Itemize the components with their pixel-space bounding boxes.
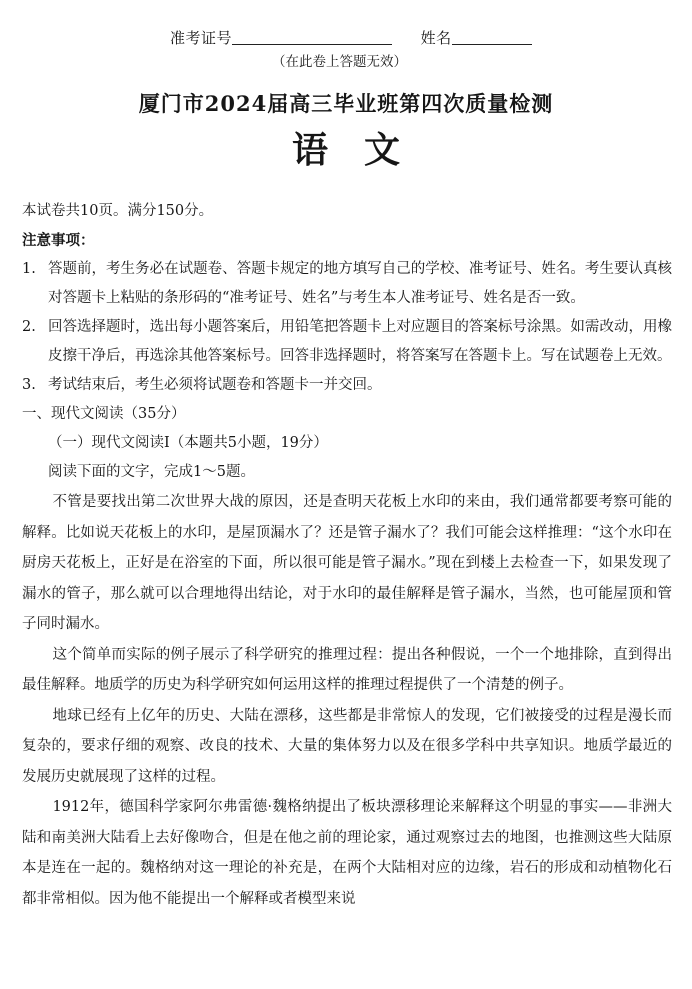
- candidate-info-line: [170, 27, 532, 48]
- notice-text: 回答选择题时，选出每小题答案后，用铅笔把答题卡上对应题目的答案标号涂黑。如需改动，用橡皮擦干净后，再选涂其他答案标号。回答非选择题时，将答案写在答题卡上。写在试题卷上无效。: [48, 319, 672, 364]
- name-blank: [452, 30, 532, 45]
- exam-id-label: 准考证号: [170, 29, 233, 47]
- subject-title: 语 文: [291, 129, 400, 171]
- notice-number: 3.: [22, 377, 36, 393]
- passage-paragraph: 1912年，德国科学家阿尔弗雷德·魏格纳提出了板块漂移理论来解释这个明显的事实——非洲大陆和南美洲大陆看上去好像吻合，但是在他之前的理论家，通过观察过去的地图，也推测这些大陆原本是连在一起的。魏格纳对这一理论的补充是，在两个大陆相对应的边缘，岩石的形成和动植物化石都非常相似。因为他不能提出一个解释或者模型来说: [22, 799, 672, 907]
- section-title: 一、现代文阅读（35分）: [22, 406, 186, 422]
- exam-title: 厦门市2024届高三毕业班第四次质量检测: [138, 91, 554, 116]
- reading-passage: [22, 487, 672, 914]
- subsection-title: （一）现代文阅读Ⅰ（本题共5小题，19分）: [48, 435, 328, 451]
- passage-paragraph: 不管是要找出第二次世界大战的原因，还是查明天花板上水印的来由，我们通常都要考察可能的解释。比如说天花板上的水印，是屋顶漏水了？还是管子漏水了？我们可能会这样推理：“这个水印在厨房天花板上，正好是在浴室的下面，所以很可能是管子漏水。”现在到楼上去检查一下，如果发现了漏水的管子，那么就可以合理地得出结论，对于水印的最佳解释是管子漏水，当然，也可能屋顶和管子同时漏水。: [22, 494, 672, 632]
- exam-id-blank: [232, 30, 392, 45]
- notice-text: 考试结束后，考生必须将试题卷和答题卡一并交回。: [48, 377, 382, 393]
- passage-paragraph: 地球已经有上亿年的历史、大陆在漂移，这些都是非常惊人的发现，它们被接受的过程是漫长而复杂的，要求仔细的观察、改良的技术、大量的集体努力以及在很多学科中共享知识。地质学最近的发展历史就展现了这样的过程。: [22, 707, 672, 785]
- invalid-answer-note: （在此卷上答题无效）: [272, 54, 407, 70]
- name-label: 姓名: [420, 29, 452, 47]
- page-body: [22, 197, 672, 914]
- notice-item: [22, 371, 672, 400]
- info-line: 本试卷共10页。满分150分。: [22, 203, 214, 219]
- notice-number: 2.: [22, 319, 36, 335]
- reading-instruction: 阅读下面的文字，完成1～5题。: [48, 464, 255, 480]
- notice-number: 1.: [22, 261, 36, 277]
- notice-text: 答题前，考生务必在试题卷、答题卡规定的地方填写自己的学校、准考证号、姓名。考生要认真核对答题卡上粘贴的条形码的“准考证号、姓名”与考生本人准考证号、姓名是否一致。: [48, 261, 672, 306]
- notice-item: [22, 255, 672, 313]
- notice-item: [22, 313, 672, 371]
- passage-paragraph: 这个简单而实际的例子展示了科学研究的推理过程：提出各种假说，一个一个地排除，直到得出最佳解释。地质学的历史为科学研究如何运用这样的推理过程提供了一个清楚的例子。: [22, 646, 672, 693]
- notice-heading: 注意事项：: [22, 232, 95, 249]
